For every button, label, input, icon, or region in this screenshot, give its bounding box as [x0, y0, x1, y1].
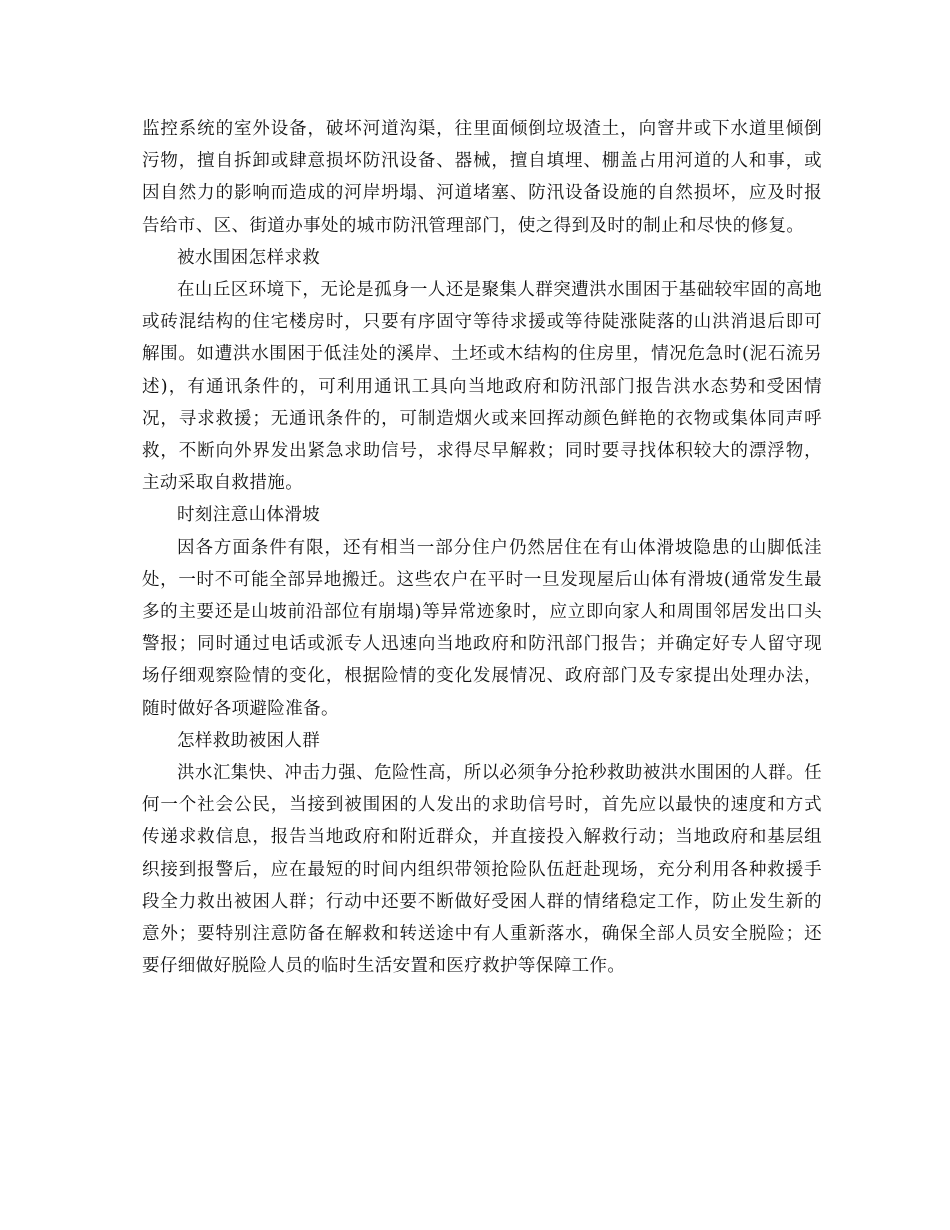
paragraph-landslide: 因各方面条件有限，还有相当一部分住户仍然居住在有山体滑坡隐患的山脚低洼处，一时不可能全部异地搬迁。这些农户在平时一旦发现屋后山体有滑坡(通常发生最多的主要还是山坡前沿部位有崩塌)等异常迹象时，应立即向家人和周围邻居发出口头警报；同时通过电话或派专人迅速向当地政府和防汛部门报告；并确定好专人留守现场仔细观察险情的变化，根据险情的变化发展情况、政府部门及专家提出处理办法，随时做好各项避险准备。 — [142, 537, 822, 719]
paragraph-help-trapped: 洪水汇集快、冲击力强、危险性高，所以必须争分抢秒救助被洪水围困的人群。任何一个社会公民，当接到被围困的人发出的求助信号时，首先应以最快的速度和方式传递求救信息，报告当地政府和附近群众，并直接投入解救行动；当地政府和基层组织接到报警后，应在最短的时间内组织带领抢险队伍赶赴现场，充分利用各种救援手段全力救出被困人群；行动中还要不断做好受困人群的情绪稳定工作，防止发生新的意外；要特别注意防备在解救和转送途中有人重新落水，确保全部人员安全脱险；还要仔细做好脱险人员的临时生活安置和医疗救护等保障工作。 — [142, 763, 822, 977]
paragraph-rescue-call: 在山丘区环境下，无论是孤身一人还是聚集人群突遭洪水围困于基础较牢固的高地或砖混结构的住宅楼房时，只要有序固守等待求援或等待陡涨陡落的山洪消退后即可解围。如遭洪水围困于低洼处的溪岸、土坯或木结构的住房里，情况危急时(泥石流另述)，有通讯条件的，可利用通讯工具向当地政府和防汛部门报告洪水态势和受困情况，寻求救援；无通讯条件的，可制造烟火或来回挥动颜色鲜艳的衣物或集体同声呼救，不断向外界发出紧急求助信号，求得尽早解救；同时要寻找体积较大的漂浮物，主动采取自救措施。 — [142, 280, 822, 494]
document-body — [142, 113, 822, 982]
section-heading-help-trapped: 怎样救助被困人群 — [177, 730, 321, 751]
section-heading-landslide: 时刻注意山体滑坡 — [177, 505, 321, 526]
section-heading-rescue-call: 被水围困怎样求救 — [177, 247, 321, 268]
paragraph-continued: 监控系统的室外设备，破坏河道沟渠，往里面倾倒垃圾渣土，向窨井或下水道里倾倒污物，擅自拆卸或肆意损坏防汛设备、器械，擅自填埋、棚盖占用河道的人和事，或因自然力的影响而造成的河岸坍塌、河道堵塞、防汛设备设施的自然损坏，应及时报告给市、区、街道办事处的城市防汛管理部门，使之得到及时的制止和尽快的修复。 — [142, 119, 822, 236]
